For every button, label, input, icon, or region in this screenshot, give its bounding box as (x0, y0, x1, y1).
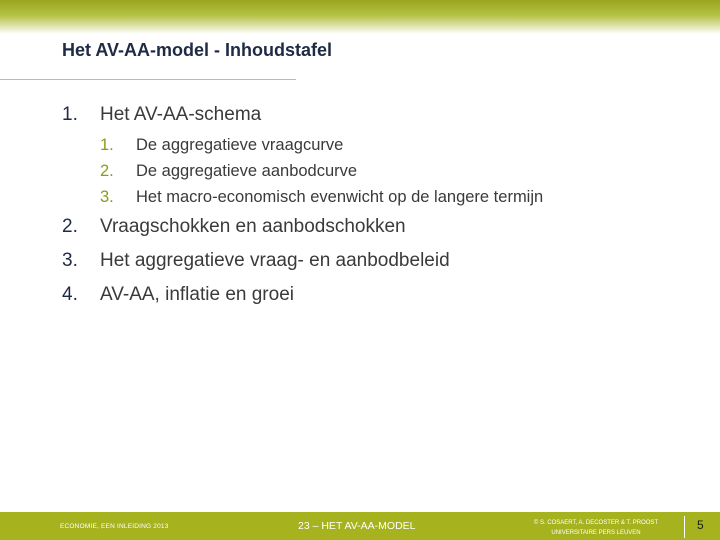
footer-copyright-authors: © S. COSAERT, A. DECOSTER & T. PROOST (533, 520, 659, 526)
toc-item-text: AV-AA, inflatie en groei (100, 284, 294, 305)
toc-item-4 (62, 278, 712, 312)
title-divider (0, 79, 296, 80)
slide-footer (0, 512, 720, 540)
toc-subitem-1-1 (62, 132, 712, 158)
footer-copyright-publisher: UNIVERSITAIRE PERS LEUVEN (551, 530, 641, 536)
toc-item-text: Vraagschokken en aanbodschokken (100, 216, 406, 237)
toc-item-2 (62, 210, 712, 244)
toc-subitem-number: 1. (100, 136, 114, 154)
toc-subitem-text: De aggregatieve vraagcurve (136, 136, 344, 154)
toc-subitem-number: 3. (100, 188, 114, 206)
toc-item-number: 3. (62, 250, 78, 271)
toc-item-text: Het AV-AA-schema (100, 104, 262, 125)
toc-item-text: Het aggregatieve vraag- en aanbodbeleid (100, 250, 450, 271)
footer-chapter-title: 23 – HET AV-AA-MODEL (298, 520, 416, 532)
toc-subitem-1-3 (62, 184, 712, 210)
toc-item-number: 4. (62, 284, 78, 305)
toc-subitem-text: De aggregatieve aanbodcurve (136, 162, 358, 180)
toc-subitem-1-2 (62, 158, 712, 184)
toc-item-number: 2. (62, 216, 78, 237)
toc-item-1 (62, 98, 712, 132)
slide-title: Het AV-AA-model - Inhoudstafel (62, 40, 332, 60)
toc-subitem-number: 2. (100, 162, 114, 180)
page-number: 5 (697, 518, 704, 532)
table-of-contents (62, 98, 712, 312)
footer-course-title: ECONOMIE, EEN INLEIDING 2013 (60, 523, 169, 530)
footer-copyright (516, 518, 676, 538)
top-accent-bar (0, 0, 720, 34)
toc-subitem-text: Het macro-economisch evenwicht op de langere termijn (136, 188, 544, 206)
footer-divider (684, 516, 685, 538)
toc-item-number: 1. (62, 104, 78, 125)
toc-item-3 (62, 244, 712, 278)
